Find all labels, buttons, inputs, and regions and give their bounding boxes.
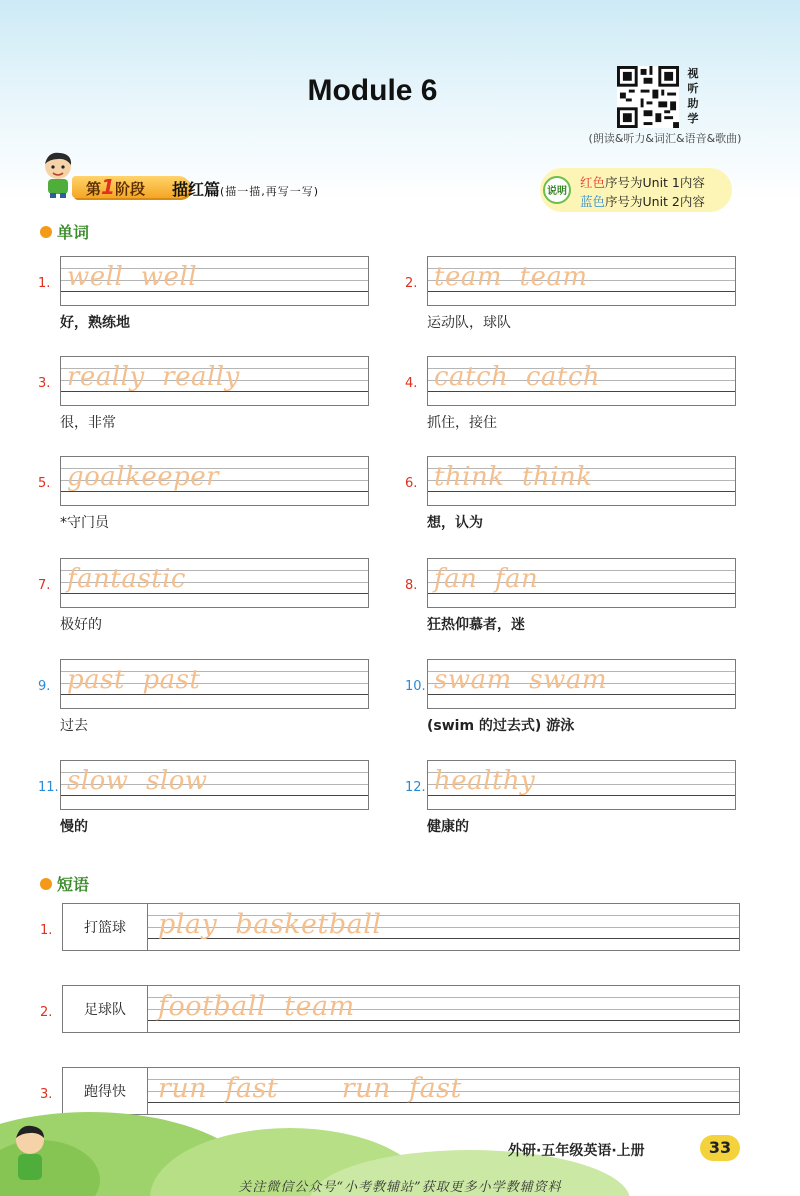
writing-lines[interactable] <box>60 356 369 406</box>
word-number: 10. <box>405 679 426 694</box>
trace-word: team team <box>434 262 588 292</box>
legend-line-unit1 <box>580 173 705 191</box>
writing-lines[interactable] <box>427 256 736 306</box>
words-heading-text: 单词 <box>57 223 90 242</box>
trace-word: fan fan <box>434 564 539 594</box>
legend-line2-text: 序号为Unit 2内容 <box>605 194 705 209</box>
trace-word: catch catch <box>434 362 601 392</box>
word-meaning: 很，非常 <box>60 415 116 431</box>
qr-char: 学 <box>687 112 699 125</box>
word-meaning: 极好的 <box>60 617 102 633</box>
trace-word: slow slow <box>67 766 208 796</box>
word-number: 6. <box>405 476 418 491</box>
word-meaning: 狂热仰慕者，迷 <box>427 617 525 633</box>
trace-word: past past <box>67 665 201 695</box>
stage-number: 1 <box>101 175 115 199</box>
phrase-chinese: 打篮球 <box>62 903 148 951</box>
section-title-text: 描红篇 <box>172 180 221 199</box>
word-item <box>38 456 388 536</box>
writing-lines[interactable] <box>427 356 736 406</box>
word-number: 7. <box>38 578 51 593</box>
qr-char: 听 <box>687 82 699 95</box>
trace-word: healthy <box>434 766 536 796</box>
qr-caption: (朗读&听力&词汇&语音&歌曲) <box>588 132 742 145</box>
word-number: 8. <box>405 578 418 593</box>
writing-lines[interactable] <box>427 558 736 608</box>
word-number: 5. <box>38 476 51 491</box>
phrases-heading-text: 短语 <box>57 875 90 894</box>
trace-phrase: play basketball <box>158 909 382 940</box>
word-number: 3. <box>38 376 51 391</box>
word-number: 12. <box>405 780 426 795</box>
book-title: 外研·五年级英语·上册 <box>508 1143 645 1159</box>
note-icon: 说明 <box>543 176 571 204</box>
bullet-dot-icon <box>40 878 52 890</box>
legend-note <box>540 168 732 212</box>
qr-char: 助 <box>687 97 699 110</box>
writing-lines[interactable] <box>60 558 369 608</box>
word-meaning: 好，熟练地 <box>60 315 130 331</box>
writing-lines[interactable] <box>60 659 369 709</box>
word-meaning: (swim 的过去式) 游泳 <box>427 718 575 734</box>
qr-side-label <box>686 66 700 126</box>
trace-word: goalkeeper <box>67 462 220 492</box>
word-item <box>405 659 755 739</box>
trace-word: well well <box>67 262 198 292</box>
word-number: 1. <box>38 276 51 291</box>
writing-lines[interactable] <box>60 760 369 810</box>
phrase-item <box>40 985 740 1035</box>
stage-suffix: 阶段 <box>114 180 145 198</box>
legend-blue-word: 蓝色 <box>580 194 606 209</box>
trace-word: swam swam <box>434 665 608 695</box>
word-item <box>405 760 755 840</box>
trace-phrase: run fast run fast <box>158 1073 462 1104</box>
word-number: 9. <box>38 679 51 694</box>
page-title: Module 6 <box>307 74 438 107</box>
word-item <box>38 760 388 840</box>
page-number: 33 <box>700 1135 740 1161</box>
phrase-item <box>40 903 740 953</box>
stage-prefix: 第 <box>86 180 102 198</box>
section-subtitle: (描一描,再写一写) <box>220 185 320 198</box>
section-title <box>172 177 319 200</box>
phrases-heading <box>40 872 89 895</box>
word-item <box>405 256 755 336</box>
phrase-number: 2. <box>40 1005 53 1020</box>
word-item <box>38 356 388 436</box>
word-item <box>38 558 388 638</box>
trace-word: fantastic <box>67 564 186 594</box>
word-number: 4. <box>405 376 418 391</box>
writing-lines[interactable] <box>427 456 736 506</box>
phrase-number: 3. <box>40 1087 53 1102</box>
word-meaning: 抓住，接住 <box>427 415 497 431</box>
words-heading <box>40 220 89 243</box>
word-meaning: 慢的 <box>60 819 88 835</box>
word-meaning: *守门员 <box>60 515 109 531</box>
word-number: 2. <box>405 276 418 291</box>
word-number: 11. <box>38 780 59 795</box>
writing-lines[interactable] <box>148 903 740 951</box>
phrase-number: 1. <box>40 923 53 938</box>
word-item <box>38 256 388 336</box>
word-meaning: 运动队，球队 <box>427 315 511 331</box>
legend-line-unit2 <box>580 192 705 210</box>
word-meaning: 想，认为 <box>427 515 483 531</box>
trace-word: think think <box>434 462 593 492</box>
writing-lines[interactable] <box>427 760 736 810</box>
writing-lines[interactable] <box>427 659 736 709</box>
legend-line1-text: 序号为Unit 1内容 <box>605 175 705 190</box>
phrase-chinese: 足球队 <box>62 985 148 1033</box>
legend-red-word: 红色 <box>580 175 606 190</box>
trace-phrase: football team <box>158 991 355 1022</box>
word-item <box>38 659 388 739</box>
qr-char: 视 <box>687 67 699 80</box>
qr-code[interactable] <box>617 66 679 128</box>
phrase-chinese: 跑得快 <box>62 1067 148 1115</box>
word-item <box>405 456 755 536</box>
word-item <box>405 558 755 638</box>
word-meaning: 健康的 <box>427 819 469 835</box>
word-item <box>405 356 755 436</box>
writing-lines[interactable] <box>148 985 740 1033</box>
trace-word: really really <box>67 362 240 392</box>
word-meaning: 过去 <box>60 718 88 734</box>
writing-lines[interactable] <box>60 256 369 306</box>
writing-lines[interactable] <box>60 456 369 506</box>
watermark: 关注微信公众号“小考教辅站”获取更多小学教辅资料 <box>238 1180 562 1195</box>
bullet-dot-icon <box>40 226 52 238</box>
